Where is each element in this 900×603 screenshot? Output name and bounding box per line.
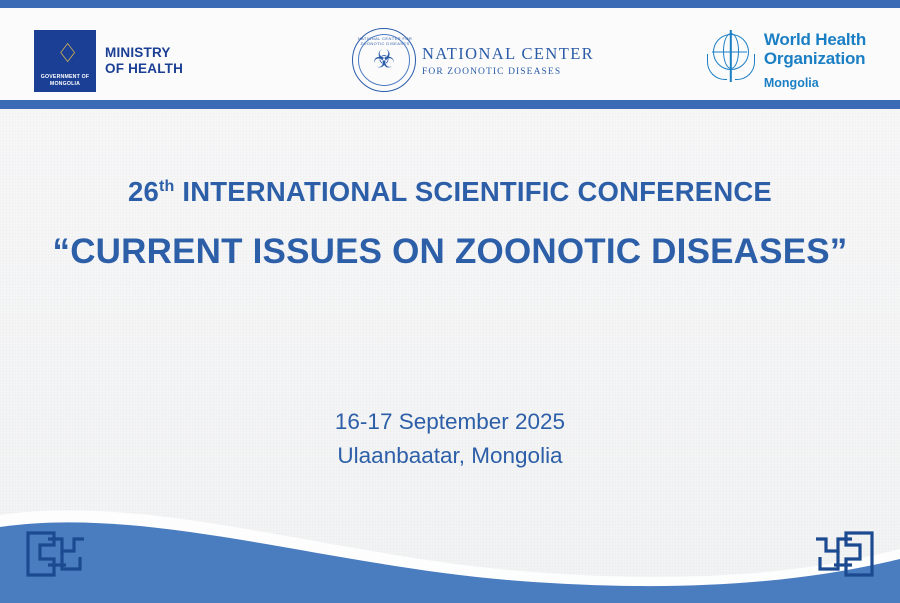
who-laurel-right [735, 54, 755, 80]
who-rod-of-asclepius-icon [705, 30, 757, 82]
biohazard-glyph: ☣ [372, 45, 396, 74]
ministry-name-line2: OF HEALTH [105, 61, 184, 76]
mongolian-knot-ornament-icon [18, 525, 90, 583]
center-name-line2: FOR ZOONOTIC DISEASES [422, 66, 562, 77]
slide-body [0, 109, 900, 603]
top-accent-rule [0, 0, 900, 8]
conference-date: 16-17 September 2025 [334, 409, 566, 434]
conference-edition-ordinal: th [159, 177, 175, 195]
national-center-zoonotic-diseases-logo [352, 28, 594, 92]
ministry-of-health-logo [34, 30, 183, 92]
who-name-line2: Organization [763, 49, 866, 68]
conference-title-text: INTERNATIONAL SCIENTIFIC CONFERENCE [174, 176, 772, 207]
center-name [422, 44, 594, 77]
decorative-wave [0, 463, 900, 603]
conference-title-line1 [0, 175, 900, 209]
conference-title-block [0, 175, 900, 277]
conference-theme: “CURRENT ISSUES ON ZOONOTIC DISEASES” [52, 232, 848, 271]
header-logo-band [0, 8, 900, 100]
who-name-line1: World Health [763, 30, 866, 49]
header-bottom-rule [0, 100, 900, 109]
ministry-name-line1: MINISTRY [105, 45, 171, 60]
who-country-label: Mongolia [763, 76, 819, 90]
mongolia-soyombo-icon [34, 30, 96, 92]
government-of-mongolia-text: GOVERNMENT OF MONGOLIA [40, 74, 90, 87]
soyombo-glyph: ♢ [56, 38, 80, 68]
ministry-of-health-name [105, 45, 183, 77]
conference-meta [0, 407, 900, 471]
conference-edition-number: 26 [128, 176, 160, 207]
who-laurel-left [707, 54, 727, 80]
seal-ring-text: NATIONAL CENTER FOR ZOONOTIC DISEASES [357, 36, 413, 46]
mongolian-knot-ornament-icon [810, 525, 882, 583]
who-logo [705, 28, 866, 96]
biohazard-seal-icon [352, 28, 416, 92]
center-name-line1: NATIONAL CENTER [422, 43, 595, 63]
who-name [764, 28, 866, 90]
conference-location: Ulaanbaatar, Mongolia [337, 443, 563, 468]
